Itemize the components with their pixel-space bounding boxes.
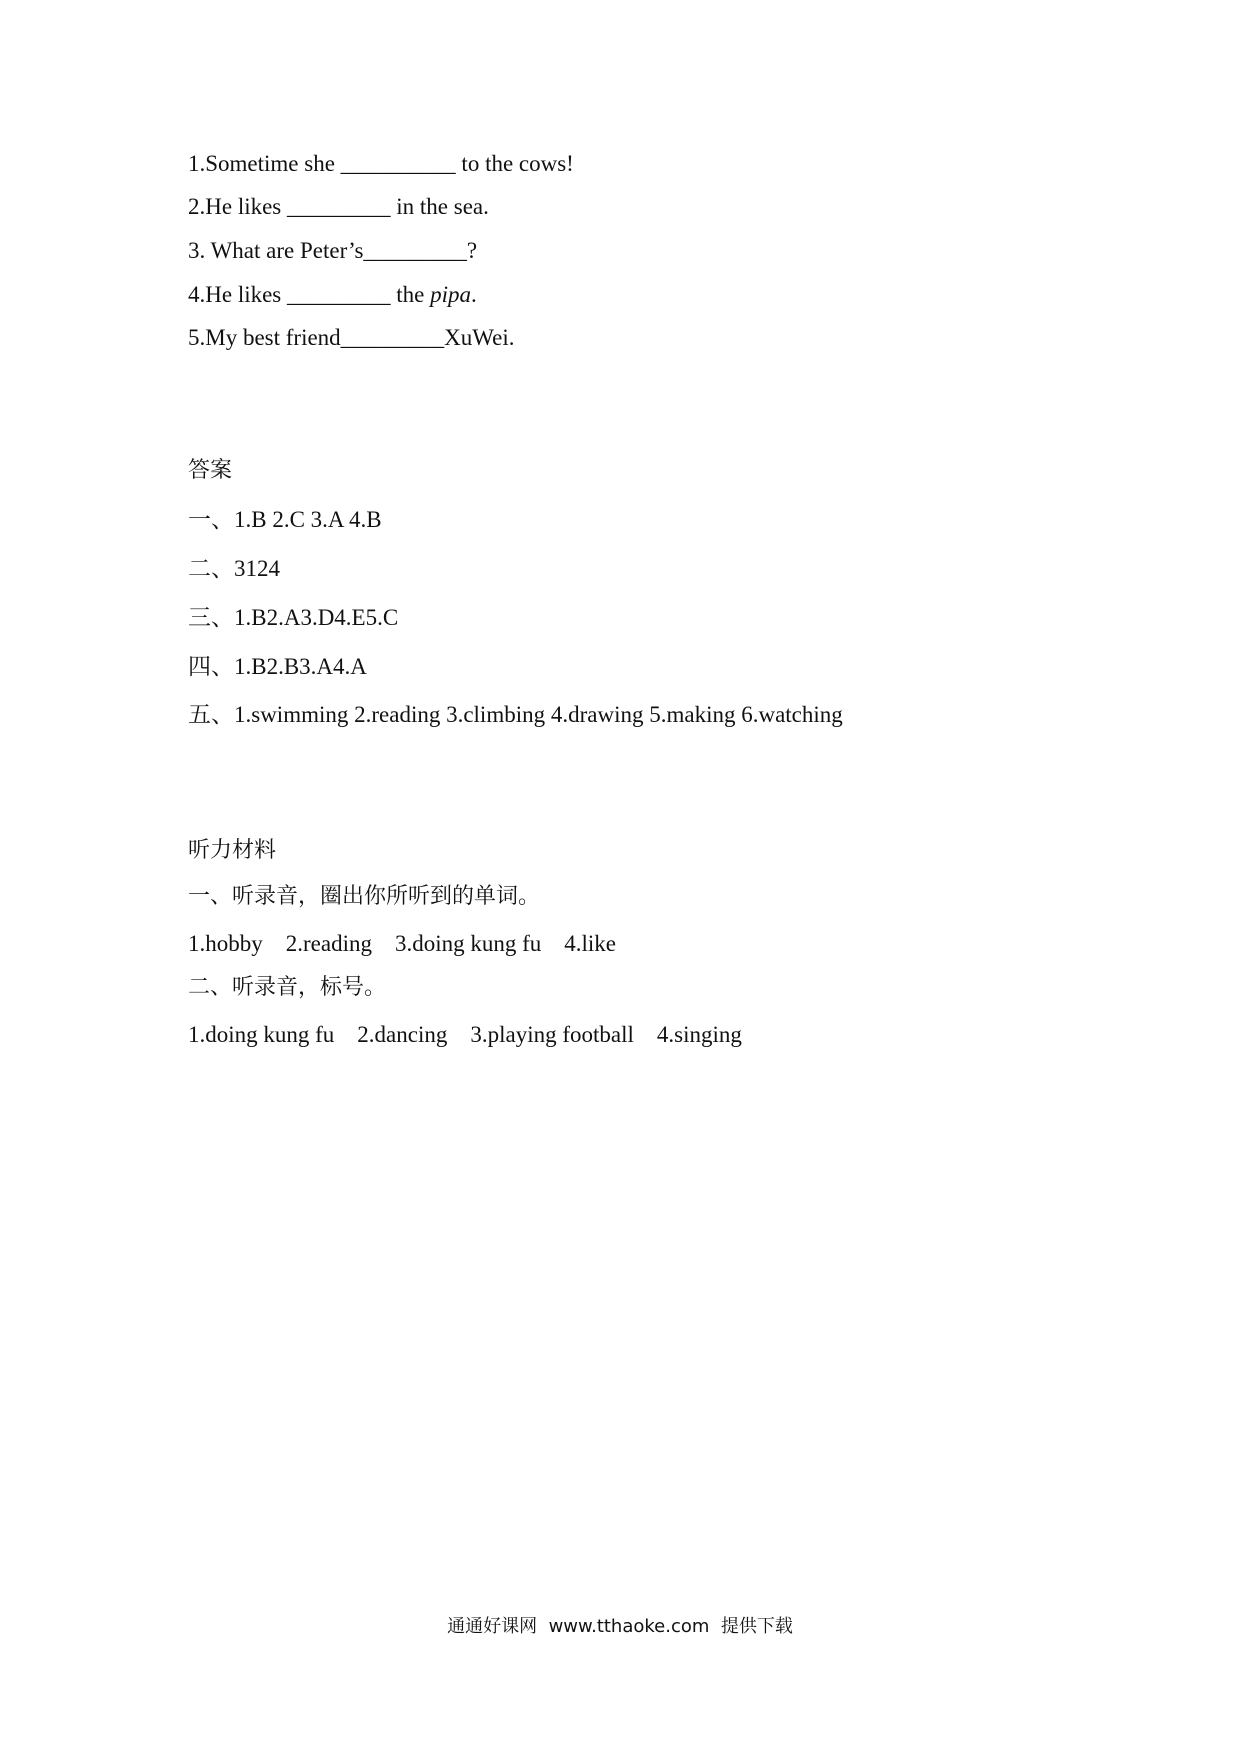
answer-line-3: 三、1.B2.A3.D4.E5.C bbox=[188, 605, 399, 630]
footer-watermark: 通通好课网 www.tthaoke.com 提供下载 bbox=[447, 1616, 793, 1637]
listening-part2-title: 二、听录音，标号。 bbox=[188, 975, 387, 1000]
exercise-item-2: 2.He likes _________ in the sea. bbox=[188, 194, 489, 219]
exercise-item-1: 1.Sometime she __________ to the cows! bbox=[188, 151, 574, 176]
answer-line-4: 四、1.B2.B3.A4.A bbox=[188, 654, 367, 679]
exercise-item-4-text: 4.He likes _________ the bbox=[188, 282, 431, 307]
exercise-item-4-italic-word: pipa bbox=[430, 282, 471, 307]
listening-part1-words: 1.hobby 2.reading 3.doing kung fu 4.like bbox=[188, 931, 617, 956]
listening-heading: 听力材料 bbox=[188, 838, 277, 863]
exercise-item-5: 5.My best friend_________XuWei. bbox=[188, 325, 515, 350]
exercise-item-4-end: . bbox=[471, 282, 477, 307]
listening-part1-title: 一、听录音，圈出你所听到的单词。 bbox=[188, 884, 541, 909]
answer-line-1: 一、1.B 2.C 3.A 4.B bbox=[188, 507, 382, 532]
exercise-item-3: 3. What are Peter’s_________? bbox=[188, 238, 478, 263]
exercise-item-4 bbox=[188, 280, 477, 310]
answer-line-2: 二、3124 bbox=[188, 556, 280, 581]
answers-heading: 答案 bbox=[188, 458, 233, 483]
answer-line-5: 五、1.swimming 2.reading 3.climbing 4.drawing 5.making 6.watching bbox=[188, 702, 843, 727]
listening-part2-words: 1.doing kung fu 2.dancing 3.playing football 4.singing bbox=[188, 1022, 742, 1047]
